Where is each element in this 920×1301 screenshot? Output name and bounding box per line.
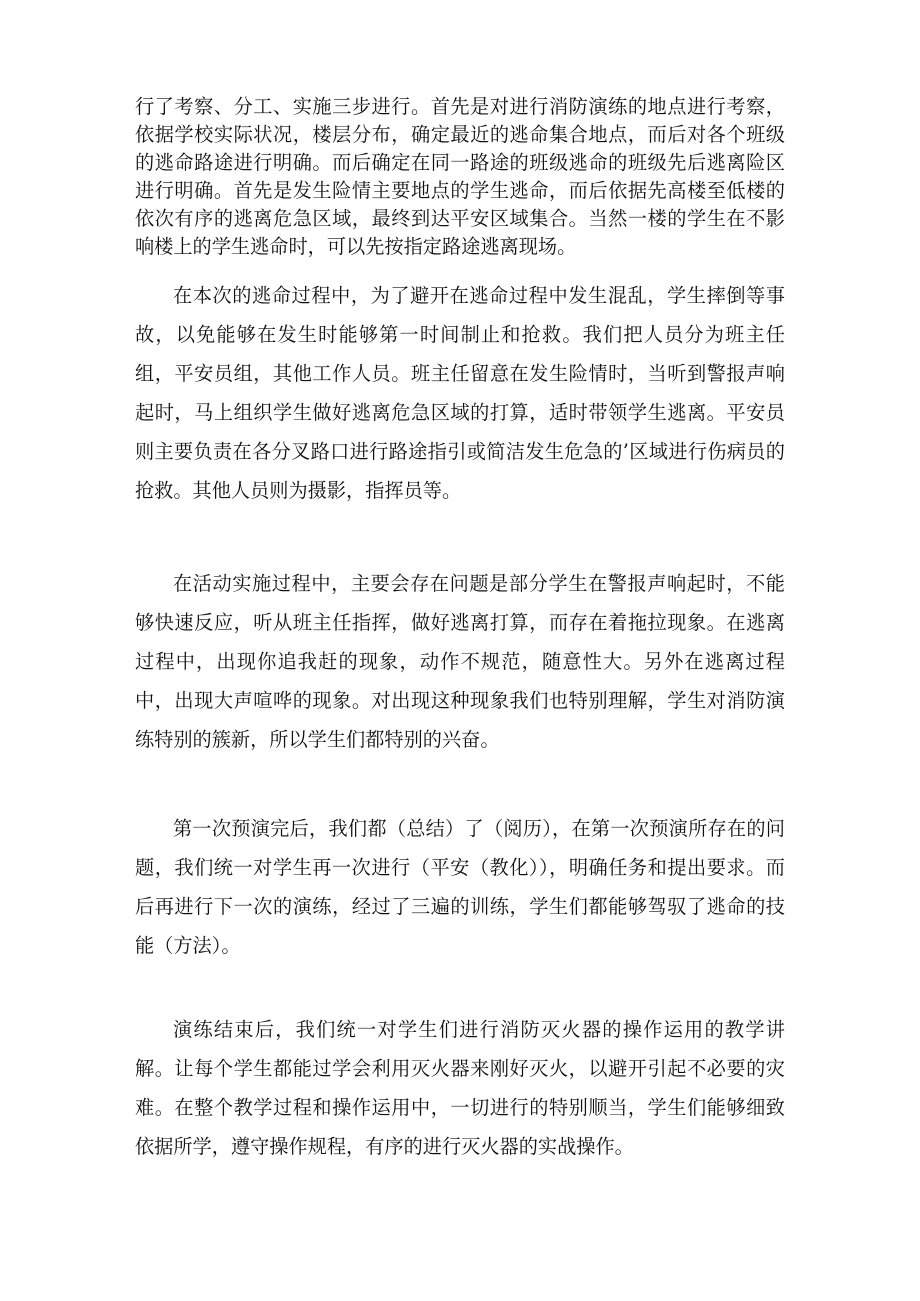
paragraph-4: 第一次预演完后，我们都（总结）了（阅历），在第一次预演所存在的问题，我们统一对学生再一次进行（平安（教化）），明确任务和提出要求。而后再进行下一次的演练，经过了三遍的训练，学生们都能够驾驭了逃命的技能（方法）。 (135, 817, 785, 957)
paragraph-2: 在本次的逃命过程中，为了避开在逃命过程中发生混乱，学生摔倒等事故，以免能够在发生时能够第一时间制止和抢救。我们把人员分为班主任组，平安员组，其他工作人员。班主任留意在发生险情时，当听到警报声响起时，马上组织学生做好逃离危急区域的打算，适时带领学生逃离。平安员则主要负责在各分叉路口进行路途指引或简洁发生危急的’区域进行伤病员的抢救。其他人员则为摄影，指挥员等。 (135, 284, 785, 502)
paragraph-1: 行了考察、分工、实施三步进行。首先是对进行消防演练的地点进行考察，依据学校实际状况，楼层分布，确定最近的逃命集合地点，而后对各个班级的逃命路途进行明确。而后确定在同一路途的班级逃命的班级先后逃离险区进行明确。首先是发生险情主要地点的学生逃命，而后依据先高楼至低楼的依次有序的逃离危急区域，最终到达平安区域集合。当然一楼的学生在不影响楼上的学生逃命时，可以先按指定路途逃离现场。 (135, 95, 785, 258)
paragraph-3: 在活动实施过程中，主要会存在问题是部分学生在警报声响起时，不能够快速反应，听从班主任指挥，做好逃离打算，而存在着拖拉现象。在逃离过程中，出现你追我赶的现象，动作不规范，随意性大。另外在逃离过程中，出现大声喧哗的现象。对出现这种现象我们也特别理解，学生对消防演练特别的簇新，所以学生们都特别的兴奋。 (135, 572, 785, 751)
paragraph-5: 演练结束后，我们统一对学生们进行消防灭火器的操作运用的教学讲解。让每个学生都能过学会利用灭火器来刚好灭火，以避开引起不必要的灾难。在整个教学过程和操作运用中，一切进行的特别顺当，学生们能够细致依据所学，遵守操作规程，有序的进行灭火器的实战操作。 (135, 1018, 785, 1158)
